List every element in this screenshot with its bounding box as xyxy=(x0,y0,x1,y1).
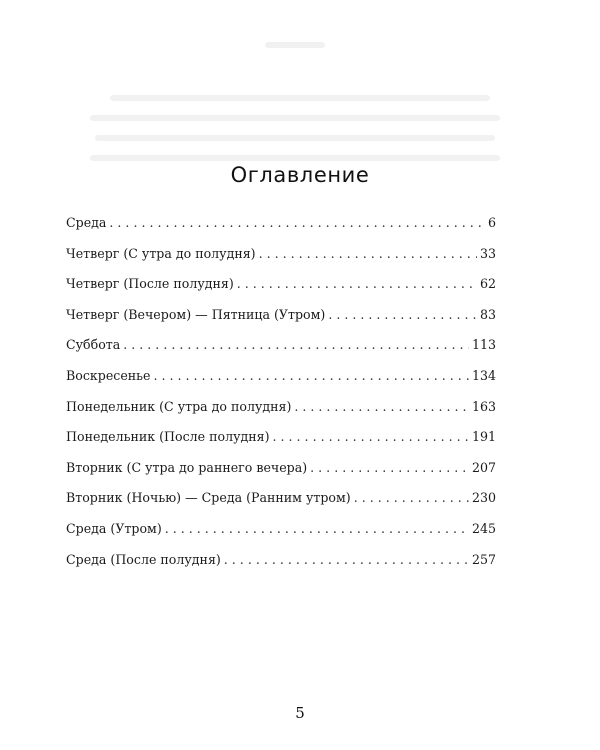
dot-leader xyxy=(259,239,477,270)
toc-entry xyxy=(66,239,496,270)
toc-entry xyxy=(66,208,496,239)
dot-leader xyxy=(165,514,469,545)
toc-entry xyxy=(66,269,496,300)
toc-entry-label: Четверг (Вечером) — Пятница (Утром) xyxy=(66,306,326,322)
toc-heading: Оглавление xyxy=(230,163,370,187)
page-number: 5 xyxy=(295,704,305,722)
toc-entry xyxy=(66,422,496,453)
toc-entry xyxy=(66,330,496,361)
dot-leader xyxy=(273,422,469,453)
toc-entry-page: 191 xyxy=(471,429,496,445)
toc-entry-label: Среда (Утром) xyxy=(66,520,162,536)
toc-entry-page: 83 xyxy=(479,306,496,322)
bleed-through-text xyxy=(0,20,600,170)
toc-entry-page: 62 xyxy=(479,276,496,292)
dot-leader xyxy=(328,300,477,331)
dot-leader xyxy=(294,392,469,423)
dot-leader xyxy=(237,269,477,300)
toc-entry-label: Суббота xyxy=(66,337,121,353)
toc-entry-label: Четверг (После полудня) xyxy=(66,276,234,292)
dot-leader xyxy=(123,330,469,361)
toc-entry-page: 163 xyxy=(471,398,496,414)
toc-entry-page: 6 xyxy=(487,215,496,230)
toc-entry-page: 245 xyxy=(471,520,496,536)
toc-entry-page: 134 xyxy=(471,367,496,383)
toc-entry xyxy=(66,483,496,514)
dot-leader xyxy=(154,361,469,392)
toc-entry-label: Среда (После полудня) xyxy=(66,551,221,567)
dot-leader xyxy=(109,208,485,239)
toc-entry-label: Понедельник (После полудня) xyxy=(66,429,270,445)
toc-entry-label: Среда xyxy=(66,215,107,230)
toc-entry-label: Четверг (С утра до полудня) xyxy=(66,245,256,261)
toc-entry-label: Вторник (С утра до раннего вечера) xyxy=(66,459,308,475)
toc-entry-page: 113 xyxy=(471,337,496,353)
toc-entry-label: Воскресенье xyxy=(66,367,151,383)
toc-entry xyxy=(66,453,496,484)
toc-entry xyxy=(66,514,496,545)
toc-entry-page: 230 xyxy=(471,490,496,506)
toc-entry-label: Понедельник (С утра до полудня) xyxy=(66,398,292,414)
dot-leader xyxy=(224,545,469,576)
toc-entry-page: 33 xyxy=(479,245,496,261)
dot-leader xyxy=(354,483,469,514)
toc-entry xyxy=(66,300,496,331)
toc-entry-page: 257 xyxy=(471,551,496,567)
toc-entry xyxy=(66,545,496,576)
toc-list xyxy=(66,208,496,575)
toc-entry-page: 207 xyxy=(471,459,496,475)
toc-entry xyxy=(66,361,496,392)
dot-leader xyxy=(310,453,469,484)
toc-entry xyxy=(66,392,496,423)
toc-entry-label: Вторник (Ночью) — Среда (Ранним утром) xyxy=(66,490,351,506)
